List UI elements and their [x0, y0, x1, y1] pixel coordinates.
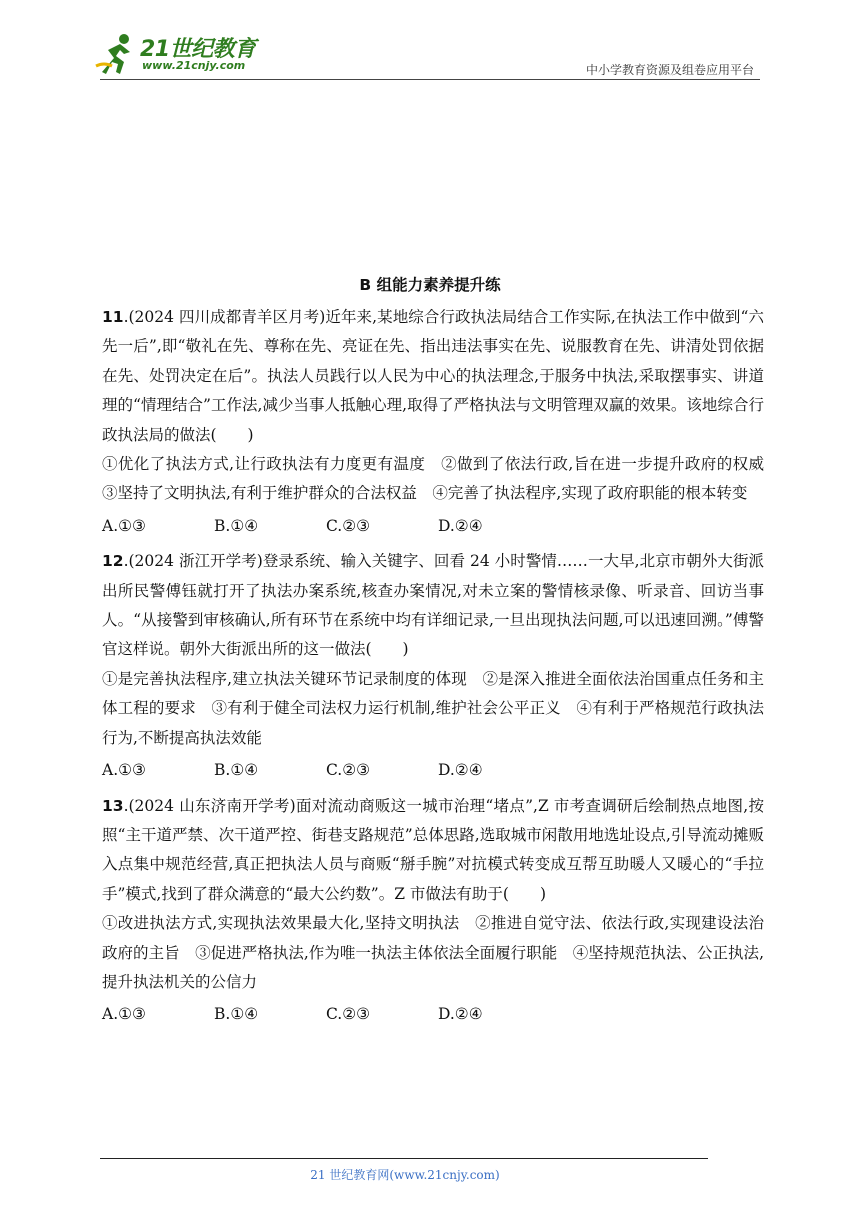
option-b[interactable]: B.①④	[214, 761, 259, 780]
question-number: 11	[102, 308, 124, 326]
option-c[interactable]: C.②③	[326, 1005, 371, 1024]
question-text: .(2024 山东济南开学考)面对流动商贩这一城市治理“堵点”,Z 市考查调研后绘制热点地图,按照“主干道严禁、次干道严控、街巷支路规范”总体思路,选取城市闲散用地选址设点,引导流动摊贩入点集中规范经营,真正把执法人员与商贩“掰手腕”对抗模式转变成互帮互助暖人又暖心的“手拉手”模式,找到了群众满意的“最大公约数”。Z 市做法有助于( )	[102, 796, 764, 903]
section-title: B 组能力素养提升练	[359, 276, 501, 294]
platform-name: 中小学教育资源及组卷应用平台	[585, 63, 754, 77]
option-a[interactable]: A.①③	[102, 1005, 146, 1024]
option-a[interactable]: A.①③	[102, 761, 146, 780]
option-b[interactable]: B.①④	[214, 516, 259, 535]
option-d[interactable]: D.②④	[438, 761, 483, 780]
answer-options	[102, 756, 764, 785]
runner-logo-icon	[94, 32, 140, 78]
question-11	[102, 303, 780, 541]
question-number: 12	[102, 552, 124, 571]
question-stem	[102, 303, 764, 450]
footer-divider	[100, 1158, 708, 1159]
option-d[interactable]: D.②④	[438, 516, 483, 535]
header-divider	[100, 79, 760, 80]
option-a[interactable]: A.①③	[102, 516, 146, 535]
logo-url: www.21cnjy.com	[142, 59, 246, 72]
option-c[interactable]: C.②③	[326, 761, 371, 780]
question-12	[102, 547, 764, 785]
question-statements: ①改进执法方式,实现执法效果最大化,坚持文明执法 ②推进自觉守法、依法行政,实现建设法治政府的主旨 ③促进严格执法,作为唯一执法主体依法全面履行职能 ④坚持规范执法、公正执法,提升执法机关的公信力	[102, 914, 764, 991]
site-logo[interactable]	[94, 30, 264, 78]
option-c[interactable]: C.②③	[326, 516, 371, 535]
answer-options	[102, 1000, 764, 1029]
page-header	[0, 0, 860, 90]
question-statements: ①优化了执法方式,让行政执法有力度更有温度 ②做到了依法行政,旨在进一步提升政府的权威 ③坚持了文明执法,有利于维护群众的合法权益 ④完善了执法程序,实现了政府职能的根本转变	[102, 455, 780, 503]
question-number: 13	[102, 796, 124, 815]
logo-text: 21世纪教育	[140, 37, 256, 62]
footer-link[interactable]: 21 世纪教育网(www.21cnjy.com)	[310, 1168, 500, 1182]
option-d[interactable]: D.②④	[438, 1005, 483, 1024]
option-b[interactable]: B.①④	[214, 1005, 259, 1024]
question-13	[102, 792, 764, 1030]
question-statements: ①是完善执法程序,建立执法关键环节记录制度的体现 ②是深入推进全面依法治国重点任务和主体工程的要求 ③有利于健全司法权力运行机制,维护社会公平正义 ④有利于严格规范行政执法行为,不断提高执法效能	[102, 669, 764, 747]
answer-options	[102, 512, 764, 541]
question-list	[102, 303, 780, 1036]
question-text: .(2024 浙江开学考)登录系统、输入关键字、回看 24 小时警情……一大早,北京市朝外大街派出所民警傅钰就打开了执法办案系统,核查办案情况,对未立案的警情核录像、听录音、回访当事人。“从接警到审核确认,所有环节在系统中均有详细记录,一旦出现执法问题,可以迅速回溯。”傅警官这样说。朝外大街派出所的这一做法( )	[102, 552, 764, 659]
question-stem	[102, 792, 764, 910]
question-text: .(2024 四川成都青羊区月考)近年来,某地综合行政执法局结合工作实际,在执法工作中做到“六先一后”,即“敬礼在先、尊称在先、亮证在先、指出违法事实在先、说服教育在先、讲清处罚依据在先、处罚决定在后”。执法人员践行以人民为中心的执法理念,于服务中执法,采取摆事实、讲道理的“情理结合”工作法,减少当事人抵触心理,取得了严格执法与文明管理双赢的效果。该地综合行政执法局的做法( )	[102, 308, 764, 444]
question-stem	[102, 547, 764, 665]
